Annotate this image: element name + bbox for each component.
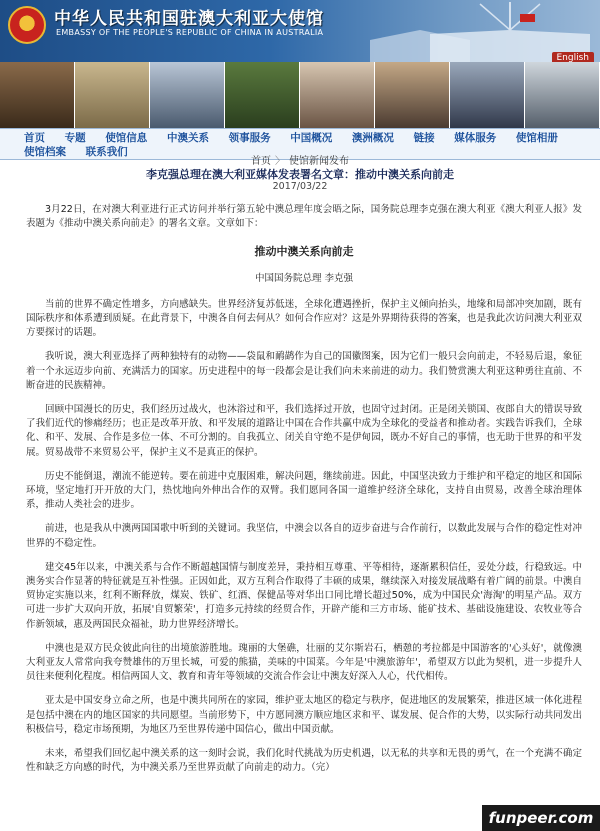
article-byline: 中国国务院总理 李克强 bbox=[254, 272, 354, 284]
site-title-cn: 中华人民共和国驻澳大利亚大使馆 bbox=[54, 9, 324, 29]
site-banner bbox=[0, 0, 600, 62]
nav-item-consular-services[interactable]: 领事服务 bbox=[228, 132, 271, 144]
banner-photo bbox=[75, 62, 150, 128]
article-paragraph: 建交45年以来，中澳关系与合作不断超越国情与制度差异，秉持相互尊重、平等相待，逐渐累积信任，妥处分歧，行稳致远。中澳务实合作显著的特征就是互补性强。正因如此，双方互利合作取得了丰硕的成果，继续深入对接发展战略有着广阔的前景。中澳自贸协定实施以来，红利不断释放，煤炭、铁矿、红酒、保健品等对华出口同比增长超过50%，成为中国民众'海淘'的明星产品。双方可进一步扩大双向开放，拓展'自贸繁荣'，打造多元持续的经贸合作，开辟产能和三方市场、能矿技术、基础设施建设、农牧业等合作新领域，惠及两国民众福祉，助力世界经济增长。 bbox=[26, 561, 582, 630]
breadcrumb bbox=[0, 152, 600, 167]
article-paragraph: 亚太是中国安身立命之所，也是中澳共同所在的家园，维护亚太地区的稳定与秩序，促进地区的发展繁荣，推进区域一体化进程是包括中澳在内的地区国家的共同愿望。当前形势下，中方愿同澳方顺应地区求和平、谋发展、促合作的大势，以实际行动共同发出积极信号，稳定市场预期，为地区乃至世界传递中国信心，做出中国贡献。 bbox=[26, 695, 582, 735]
nav-item-media-services[interactable]: 媒体服务 bbox=[454, 132, 497, 144]
banner-photo bbox=[150, 62, 225, 128]
national-emblem-icon bbox=[8, 6, 46, 44]
article-intro: 3月22日，在对澳大利亚进行正式访问并举行第五轮中澳总理年度会晤之际，国务院总理李克强在澳大利亚《澳大利亚人报》发表题为《推动中澳关系向前走》的署名文章。文章如下： bbox=[26, 204, 582, 230]
nav-item-home[interactable]: 首页 bbox=[24, 132, 45, 144]
article-paragraph: 回顾中国漫长的历史，我们经历过战火，也沐浴过和平，我们选择过开放，也固守过封闭。正是闭关锁国、夜郎自大的错误导致了我们近代的惨痛经历；也正是改革开放、和平发展的道路让中国在合作共赢中成为全球化的受益者和推动者。实践告诉我们，全球化、和平、发展、合作是多位一体、不可分割的。自我孤立、闭关自守绝不是伊甸园，既办不好自己的事情，也无助于世界的和平发展。贸易战带不来贸易公平，保护主义不是真正的保护。 bbox=[26, 404, 582, 458]
article-paragraph: 前进，也是我从中澳两国国歌中听到的关键词。我坚信，中澳会以各自的迈步奋进与合作前行，以数此发展与合作的稳定性对冲世界的不稳定性。 bbox=[26, 523, 582, 549]
article-title: 李克强总理在澳大利亚媒体发表署名文章：推动中澳关系向前走 bbox=[146, 168, 454, 181]
nav-item-contact-us[interactable]: 联系我们 bbox=[85, 146, 128, 158]
breadcrumb-separator: 〉 bbox=[275, 156, 285, 167]
english-language-link[interactable]: English bbox=[552, 52, 595, 62]
article-date: 2017/03/22 bbox=[272, 181, 328, 192]
article-paragraph: 我听说，澳大利亚选择了两种独特有的动物——袋鼠和鸸鹋作为自己的国徽图案，因为它们一般只会向前走，不轻易后退，象征着一个永远迈步向前、充满活力的国家。历史进程中的每一段都会是让我们向未来前进的动力。我们赞赏澳大利亚这种勇往直前、不断奋进的民族精神。 bbox=[26, 351, 582, 391]
site-title-en: EMBASSY OF THE PEOPLE'S REPUBLIC OF CHINA IN AUSTRALIA bbox=[56, 28, 324, 37]
banner-photo bbox=[525, 62, 600, 128]
article-paragraph: 历史不能倒退，潮流不能逆转。要在前进中克服困难，解决问题，继续前进。因此，中国坚决致力于维护和平稳定的地区和国际环境，坚定地打开开放的大门，热忱地向外伸出合作的双臂。我们愿同各国一道维护经济全球化，支持自由贸易，改善全球治理体系，推动人类社会的进步。 bbox=[26, 470, 582, 511]
banner-photo bbox=[300, 62, 375, 128]
banner-photo bbox=[375, 62, 450, 128]
breadcrumb-section-link[interactable]: 使馆新闻发布 bbox=[289, 156, 349, 167]
watermark: funpeer.com bbox=[482, 805, 600, 831]
article-body bbox=[26, 203, 582, 786]
article-inner-title: 推动中澳关系向前走 bbox=[254, 245, 354, 259]
article-paragraph: 当前的世界不确定性增多，方向感缺失。世界经济复苏低迷，全球化遭遇挫折，保护主义倾向抬头，地缘和局部冲突加剧，既有国际秩序和体系遭到质疑。在此背景下，中澳各自何去何从？如何合作应对？这是外界期待获得的答案，也是我此次访问澳大利亚双方要探讨的话题。 bbox=[26, 298, 582, 339]
nav-item-china-australia-relations[interactable]: 中澳关系 bbox=[166, 132, 209, 144]
nav-item-links[interactable]: 链接 bbox=[413, 132, 435, 144]
nav-item-embassy-info[interactable]: 使馆信息 bbox=[105, 132, 148, 144]
nav-row-primary bbox=[24, 130, 574, 145]
banner-photo bbox=[0, 62, 75, 128]
article-paragraph: 中澳也是双方民众彼此向往的出境旅游胜地。瑰丽的大堡礁，壮丽的艾尔斯岩石，栖憩的考拉都是中国游客的'心头好'，就像澳大利亚友人常常向我夸赞雄伟的万里长城，可爱的熊猫，美味的中国菜。今年是'中澳旅游年'，希望双方以此为契机，进一步提升人员往来便利化程度。相信两国人文、教育和青年等领域的交流合作会让中澳友好深入人心，代代相传。 bbox=[26, 642, 582, 683]
banner-photo bbox=[450, 62, 525, 128]
banner-photo bbox=[225, 62, 300, 128]
breadcrumb-home-link[interactable]: 首页 bbox=[251, 156, 271, 167]
nav-item-australia-overview[interactable]: 澳洲概况 bbox=[351, 132, 394, 144]
nav-item-topics[interactable]: 专题 bbox=[64, 132, 86, 144]
nav-item-embassy-album[interactable]: 使馆相册 bbox=[515, 132, 558, 144]
nav-item-china-overview[interactable]: 中国概况 bbox=[290, 132, 333, 144]
nav-item-embassy-archive[interactable]: 使馆档案 bbox=[24, 146, 66, 158]
article-paragraph: 未来，希望我们回忆起中澳关系的这一刻时会说，我们化时代挑战为历史机遇，以无私的共享和无畏的勇气，在一个充满不确定性和缺乏方向感的时代，为中澳关系乃至世界贡献了向前走的动力。（完） bbox=[26, 748, 582, 774]
photo-strip bbox=[0, 62, 600, 128]
